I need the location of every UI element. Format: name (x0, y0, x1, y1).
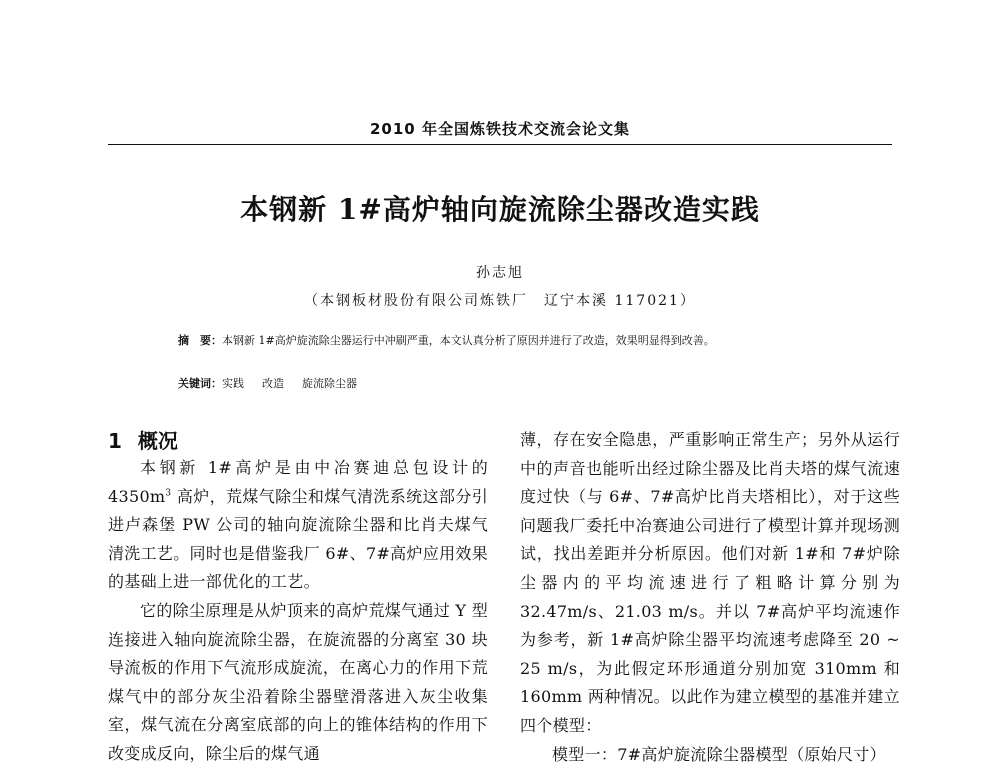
paragraph-text: 高炉，荒煤气除尘和煤气清洗系统这部分引进卢森堡 PW 公司的轴向旋流除尘器和比肖夫煤气清洗工艺。同时也是借鉴我厂 6#、7#高炉应用效果的基础上进一部优化的工艺。 (108, 486, 488, 592)
abstract-text: 本钢新 1#高炉旋流除尘器运行中冲刷严重，本文认真分析了原因并进行了改造，效果明显得到改善。 (222, 334, 715, 347)
paragraph: 它的除尘原理是从炉顶来的高炉荒煤气通过 Y 型连接进入轴向旋流除尘器，在旋流器的分离室 30 块导流板的作用下气流形成旋流，在离心力的作用下荒煤气中的部分灰尘沿着除尘器壁滑落进入灰尘收集室，煤气流在分离室底部的向上的锥体结构的作用下改变成反向，除尘后的煤气通 (108, 600, 488, 763)
keywords-label: 关键词： (178, 377, 222, 390)
left-column (108, 454, 488, 769)
author: 孙志旭 (476, 265, 524, 281)
affiliation: （本钢板材股份有限公司炼铁厂 辽宁本溪 117021） (304, 293, 696, 309)
paragraph (108, 454, 488, 597)
header-rule (108, 144, 892, 145)
right-column (520, 426, 900, 769)
paragraph-text: 本钢新 1#高炉是由中冶赛迪总包设计的 4350m (108, 458, 488, 506)
paragraph: 薄，存在安全隐患，严重影响正常生产；另外从运行中的声音也能听出经过除尘器及比肖夫塔的煤气流速度过快（与 6#、7#高炉比肖夫塔相比），对于这些问题我厂委托中冶赛迪公司进行了模型计算并现场测试，找出差距并分析原因。他们对新 1#和 7#炉除尘器内的平均流速进行了粗略计算分别为 32.47m/s、21.03 m/s。并以 7#高炉平均流速作为参考，新 1#高炉除尘器平均流速考虑降至 20 ~ 25 m/s，为此假定环形通道分别加宽 310mm 和 160mm 两种情况。以此作为建立模型的基准并建立四个模型： (520, 430, 900, 735)
superscript: 3 (165, 488, 172, 499)
paragraph: 模型一：7#高炉旋流除尘器模型（原始尺寸） (552, 744, 886, 764)
running-header: 2010 年全国炼铁技术交流会论文集 (370, 120, 630, 138)
section-heading (108, 425, 178, 454)
paper-title: 本钢新 1#高炉轴向旋流除尘器改造实践 (240, 193, 760, 226)
section-title: 概况 (137, 429, 178, 453)
keywords (178, 375, 828, 391)
abstract (178, 330, 828, 352)
keyword: 实践 (222, 377, 244, 390)
keyword: 改造 (262, 377, 284, 390)
section-number: 1 (108, 429, 122, 453)
abstract-label: 摘 要： (178, 334, 222, 347)
keyword: 旋流除尘器 (302, 377, 357, 390)
